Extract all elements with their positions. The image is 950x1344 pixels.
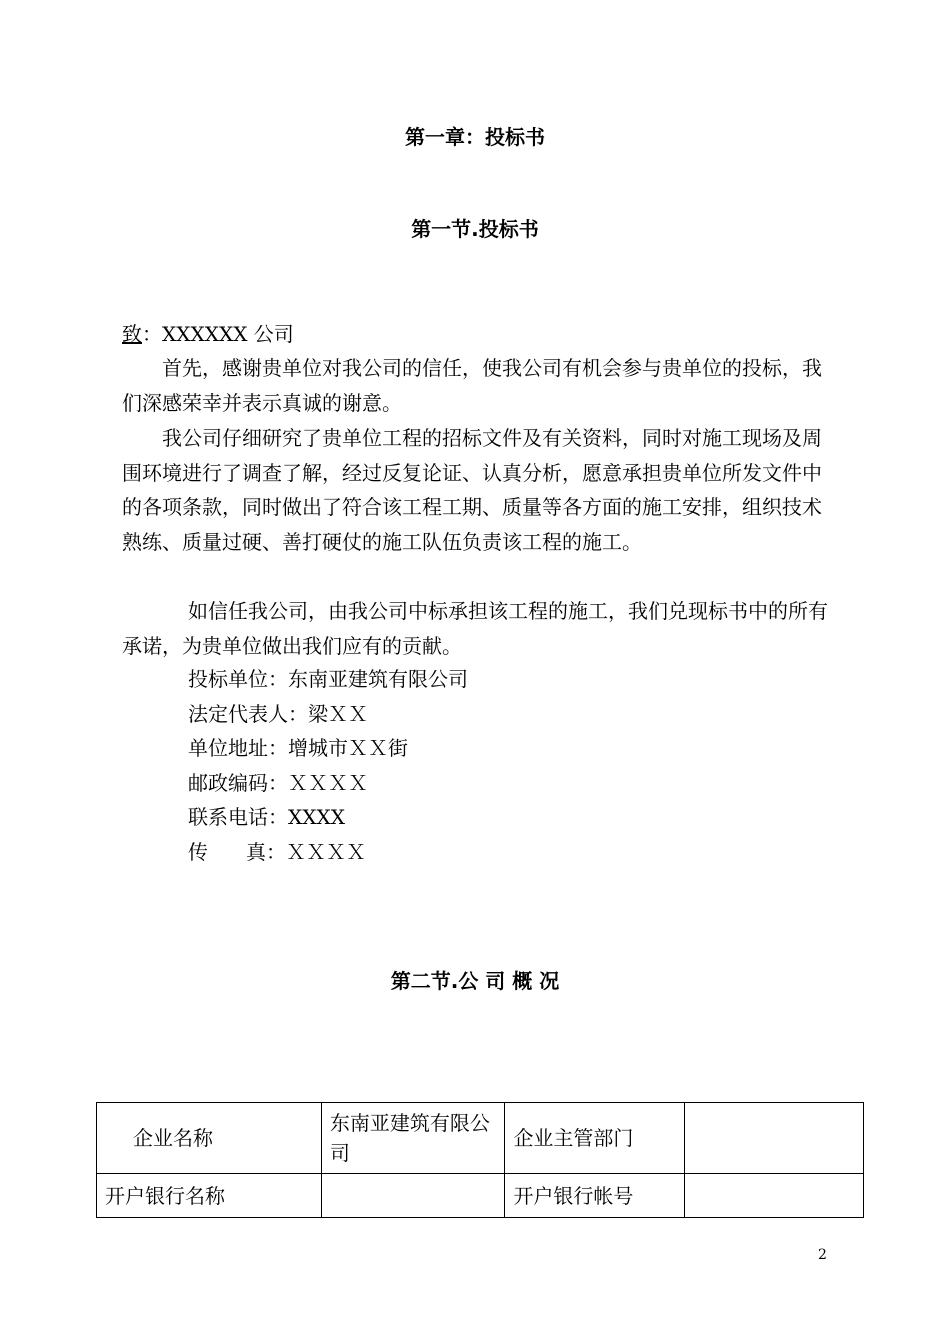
bidder-legal-rep: 法定代表人：梁ＸＸ	[188, 701, 368, 726]
letter-paragraph-1: 首先，感谢贵单位对我公司的信任，使我公司有机会参与贵单位的投标，我们深感荣幸并表示真诚的谢意。	[122, 356, 822, 415]
table-cell: 开户银行帐号	[505, 1174, 685, 1218]
bidder-info	[188, 662, 468, 869]
table-row	[97, 1103, 864, 1174]
letter-paragraph-2: 我公司仔细研究了贵单位工程的招标文件及有关资料，同时对施工现场及周围环境进行了调查了解，经过反复论证、认真分析，愿意承担贵单位所发文件中的各项条款，同时做出了符合该工程工期、质量等各方面的施工安排，组织技术熟练、质量过硬、善打硬仗的施工队伍负责该工程的施工。	[122, 426, 822, 554]
addressee-value: ：XXXXXX 公司	[142, 322, 294, 346]
bidder-unit: 投标单位：东南亚建筑有限公司	[188, 667, 468, 691]
bidder-address: 单位地址：增城市ＸＸ街	[188, 736, 408, 760]
section-1-title: 第一节.投标书	[411, 217, 539, 241]
addressee-label: 致	[122, 322, 142, 346]
table-cell: 企业名称	[97, 1103, 322, 1174]
bidder-postcode: 邮政编码：ＸＸＸＸ	[188, 770, 368, 795]
table-cell: 开户银行名称	[97, 1174, 322, 1218]
fax-label-b: 真：ＸＸＸＸ	[246, 839, 366, 864]
table-cell	[321, 1174, 505, 1218]
fax-label-a: 传	[188, 839, 208, 864]
letter-paragraph-3: 如信任我公司，由我公司中标承担该工程的施工，我们兑现标书中的所有承诺，为贵单位做出我们应有的贡献。	[122, 599, 828, 658]
letter-addressee	[122, 317, 830, 352]
table-cell: 东南亚建筑有限公司	[321, 1103, 505, 1174]
section-2-title: 第二节.公 司 概 况	[390, 969, 560, 993]
table-cell	[685, 1103, 864, 1174]
bidder-fax	[188, 835, 468, 870]
table-row	[97, 1174, 864, 1218]
page-number: 2	[818, 1247, 827, 1263]
company-overview-table	[96, 1102, 864, 1218]
table-cell	[685, 1174, 864, 1218]
bidder-phone: 联系电话：XXXX	[188, 805, 345, 829]
table-cell: 企业主管部门	[505, 1103, 685, 1174]
chapter-title: 第一章：投标书	[405, 125, 545, 149]
